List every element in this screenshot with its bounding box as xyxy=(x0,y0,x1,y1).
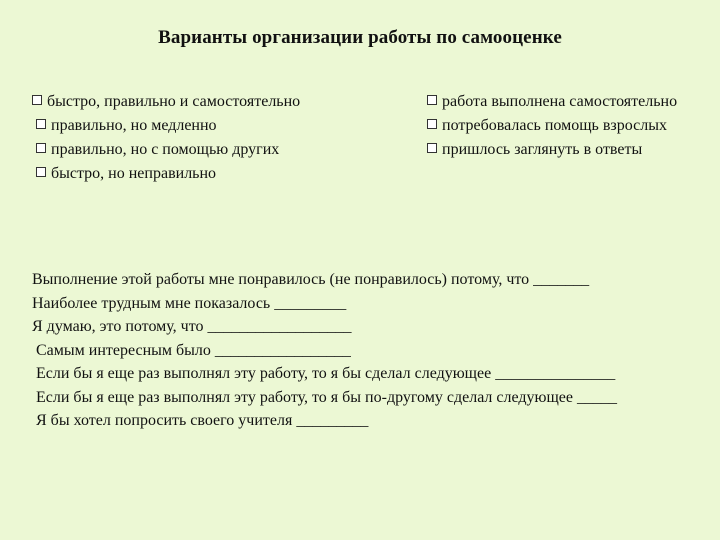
option-label: быстро, правильно и самостоятельно xyxy=(47,93,301,110)
reflection-line: Если бы я еще раз выполнял эту работу, то я бы сделал следующее _______________ xyxy=(36,365,616,382)
reflection-prompts xyxy=(32,268,692,433)
option-item xyxy=(32,162,332,186)
option-item xyxy=(427,114,697,138)
left-options-list xyxy=(32,90,332,186)
checkbox-icon[interactable] xyxy=(427,119,437,129)
checkbox-icon[interactable] xyxy=(32,95,42,105)
option-item xyxy=(427,90,697,114)
reflection-line: Я думаю, это потому, что __________________ xyxy=(32,318,352,335)
option-item xyxy=(32,90,332,114)
option-label: пришлось заглянуть в ответы xyxy=(442,141,643,158)
checkbox-icon[interactable] xyxy=(427,95,437,105)
reflection-line: Самым интересным было _________________ xyxy=(36,341,351,359)
option-label: быстро, но неправильно xyxy=(51,165,217,182)
reflection-line: Я бы хотел попросить своего учителя _________ xyxy=(36,412,369,429)
reflection-line: Наиболее трудным мне показалось _________ xyxy=(32,294,347,312)
checkbox-icon[interactable] xyxy=(427,143,437,153)
right-options-list xyxy=(427,90,697,162)
reflection-line: Если бы я еще раз выполнял эту работу, то я бы по-другому сделал следующее _____ xyxy=(36,388,618,406)
option-item xyxy=(427,138,697,162)
option-label: потребовалась помощь взрослых xyxy=(442,117,667,134)
option-item xyxy=(32,138,332,162)
option-label: работа выполнена самостоятельно xyxy=(442,93,678,110)
option-label: правильно, но с помощью других xyxy=(51,141,280,158)
checkbox-icon[interactable] xyxy=(36,143,46,153)
reflection-line: Выполнение этой работы мне понравилось (не понравилось) потому, что _______ xyxy=(32,271,590,288)
option-label: правильно, но медленно xyxy=(51,117,217,134)
option-item xyxy=(32,114,332,138)
checkbox-icon[interactable] xyxy=(36,167,46,177)
checkbox-icon[interactable] xyxy=(36,119,46,129)
slide-title: Варианты организации работы по самооценке xyxy=(158,27,562,48)
